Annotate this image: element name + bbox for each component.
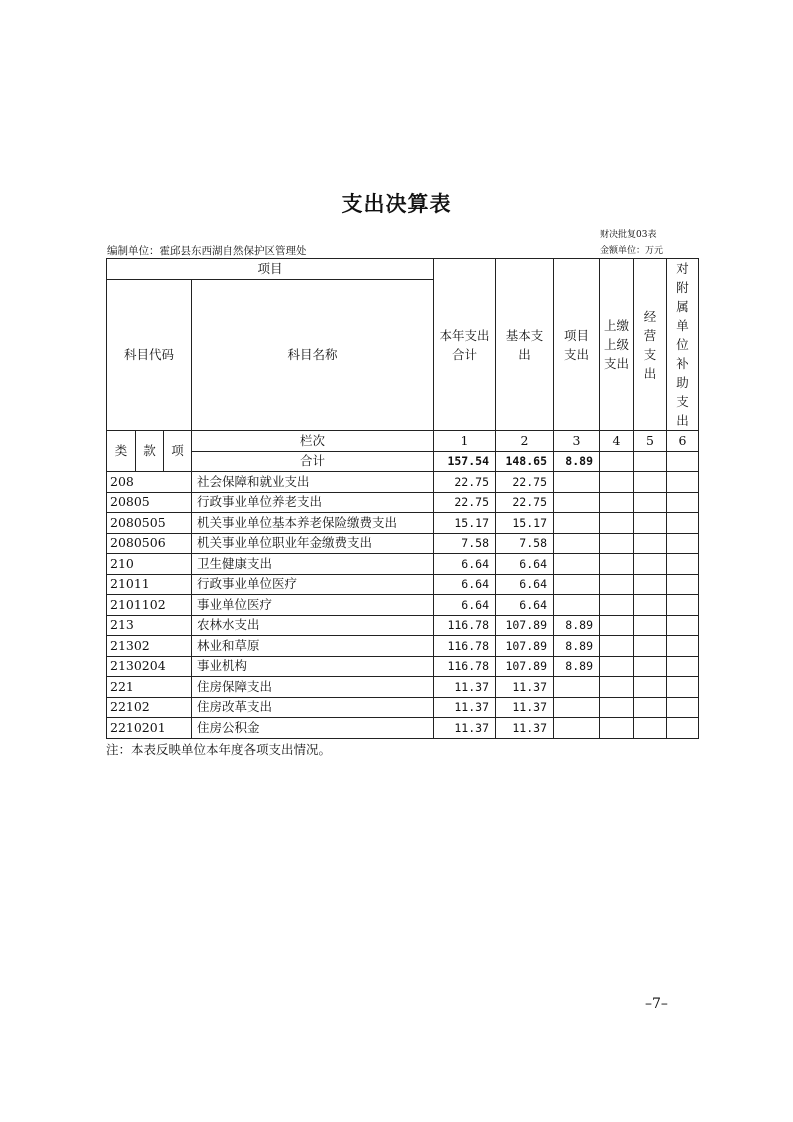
- row-basic: 107.89: [496, 615, 554, 636]
- row-operation: [634, 636, 667, 657]
- row-basic: 15.17: [496, 513, 554, 534]
- total-col2: 148.65: [496, 451, 554, 472]
- form-number: 财决批复03表: [600, 230, 657, 240]
- subject-name: 事业机构: [192, 656, 434, 677]
- row-subsidy: [667, 677, 699, 698]
- row-project: 8.89: [554, 636, 600, 657]
- row-project: [554, 718, 600, 739]
- header-row-project: [107, 259, 699, 280]
- col-upper-header: 上缴上级支出: [600, 259, 634, 431]
- row-total: 22.75: [434, 472, 496, 493]
- row-operation: [634, 574, 667, 595]
- subject-name: 社会保障和就业支出: [192, 472, 434, 493]
- row-operation: [634, 533, 667, 554]
- row-upper: [600, 595, 634, 616]
- col-total-header: 本年支出合计: [434, 259, 496, 431]
- row-total: 116.78: [434, 615, 496, 636]
- document-title: 支出决算表: [341, 191, 452, 216]
- row-upper: [600, 492, 634, 513]
- total-label: 合计: [192, 451, 434, 472]
- expenditure-table: [106, 258, 699, 739]
- row-operation: [634, 615, 667, 636]
- subject-code: 221: [107, 677, 192, 698]
- row-basic: 11.37: [496, 697, 554, 718]
- table-row: [107, 677, 699, 698]
- row-project: [554, 677, 600, 698]
- row-upper: [600, 533, 634, 554]
- col-number-4: 4: [600, 431, 634, 452]
- subject-code: 21011: [107, 574, 192, 595]
- row-operation: [634, 595, 667, 616]
- row-total: 116.78: [434, 636, 496, 657]
- row-total: 15.17: [434, 513, 496, 534]
- lei-header: 类: [107, 431, 136, 472]
- row-subsidy: [667, 472, 699, 493]
- row-subsidy: [667, 533, 699, 554]
- row-project: [554, 533, 600, 554]
- subject-name: 卫生健康支出: [192, 554, 434, 575]
- col-number-2: 2: [496, 431, 554, 452]
- row-project: 8.89: [554, 615, 600, 636]
- col-number-6: 6: [667, 431, 699, 452]
- row-subsidy: [667, 718, 699, 739]
- row-basic: 7.58: [496, 533, 554, 554]
- lanci-label: 栏次: [192, 431, 434, 452]
- row-total: 22.75: [434, 492, 496, 513]
- row-upper: [600, 513, 634, 534]
- name-header: 科目名称: [192, 279, 434, 430]
- subject-code: 2210201: [107, 718, 192, 739]
- row-subsidy: [667, 492, 699, 513]
- row-operation: [634, 718, 667, 739]
- table-row: [107, 656, 699, 677]
- row-basic: 6.64: [496, 595, 554, 616]
- row-upper: [600, 697, 634, 718]
- total-col4: [600, 451, 634, 472]
- row-total: 11.37: [434, 697, 496, 718]
- table-note: 注：本表反映单位本年度各项支出情况。: [106, 742, 332, 757]
- table-row: [107, 574, 699, 595]
- table-row: [107, 615, 699, 636]
- subject-code: 2130204: [107, 656, 192, 677]
- xiang-header: 项: [164, 431, 192, 472]
- table-row: [107, 533, 699, 554]
- subject-name: 机关事业单位基本养老保险缴费支出: [192, 513, 434, 534]
- row-basic: 11.37: [496, 677, 554, 698]
- subject-name: 住房公积金: [192, 718, 434, 739]
- code-header: 科目代码: [107, 279, 192, 430]
- subject-name: 行政事业单位医疗: [192, 574, 434, 595]
- row-subsidy: [667, 554, 699, 575]
- table-row: [107, 595, 699, 616]
- project-header: 项目: [107, 259, 434, 280]
- row-subsidy: [667, 513, 699, 534]
- kuan-header: 款: [136, 431, 164, 472]
- row-total: 6.64: [434, 554, 496, 575]
- row-subsidy: [667, 636, 699, 657]
- row-upper: [600, 718, 634, 739]
- row-upper: [600, 656, 634, 677]
- row-upper: [600, 554, 634, 575]
- col-number-5: 5: [634, 431, 667, 452]
- row-project: [554, 554, 600, 575]
- row-upper: [600, 615, 634, 636]
- amount-unit: 金额单位：万元: [600, 246, 664, 256]
- total-col6: [667, 451, 699, 472]
- col-subsidy-header: 对附属单位补助支出: [667, 259, 699, 431]
- subject-name: 住房改革支出: [192, 697, 434, 718]
- total-col5: [634, 451, 667, 472]
- col-basic-header: 基本支出: [496, 259, 554, 431]
- subject-name: 农林水支出: [192, 615, 434, 636]
- row-total: 11.37: [434, 718, 496, 739]
- row-total: 7.58: [434, 533, 496, 554]
- row-basic: 107.89: [496, 656, 554, 677]
- row-total: 6.64: [434, 574, 496, 595]
- total-row: [107, 451, 699, 472]
- table-row: [107, 513, 699, 534]
- row-upper: [600, 636, 634, 657]
- subject-code: 2101102: [107, 595, 192, 616]
- col-project-header: 项目支出: [554, 259, 600, 431]
- row-basic: 22.75: [496, 472, 554, 493]
- row-operation: [634, 492, 667, 513]
- col-number-3: 3: [554, 431, 600, 452]
- row-operation: [634, 554, 667, 575]
- row-upper: [600, 677, 634, 698]
- table-row: [107, 636, 699, 657]
- row-project: [554, 574, 600, 595]
- header-row-lanci: [107, 431, 699, 452]
- col-operation-header: 经营支出: [634, 259, 667, 431]
- row-project: [554, 492, 600, 513]
- row-basic: 11.37: [496, 718, 554, 739]
- row-operation: [634, 656, 667, 677]
- col-number-1: 1: [434, 431, 496, 452]
- subject-name: 林业和草原: [192, 636, 434, 657]
- row-basic: 6.64: [496, 554, 554, 575]
- row-project: [554, 697, 600, 718]
- total-col1: 157.54: [434, 451, 496, 472]
- table-row: [107, 718, 699, 739]
- row-total: 116.78: [434, 656, 496, 677]
- total-col3: 8.89: [554, 451, 600, 472]
- row-operation: [634, 472, 667, 493]
- row-operation: [634, 697, 667, 718]
- row-basic: 22.75: [496, 492, 554, 513]
- subject-code: 20805: [107, 492, 192, 513]
- row-project: [554, 595, 600, 616]
- row-operation: [634, 677, 667, 698]
- row-upper: [600, 472, 634, 493]
- subject-name: 机关事业单位职业年金缴费支出: [192, 533, 434, 554]
- row-project: [554, 472, 600, 493]
- row-basic: 107.89: [496, 636, 554, 657]
- row-subsidy: [667, 656, 699, 677]
- subject-code: 2080506: [107, 533, 192, 554]
- row-project: [554, 513, 600, 534]
- subject-name: 行政事业单位养老支出: [192, 492, 434, 513]
- subject-code: 210: [107, 554, 192, 575]
- table-row: [107, 554, 699, 575]
- reporting-unit: 编制单位：霍邱县东西湖自然保护区管理处: [107, 245, 307, 257]
- table-row: [107, 697, 699, 718]
- subject-name: 住房保障支出: [192, 677, 434, 698]
- row-subsidy: [667, 697, 699, 718]
- subject-code: 213: [107, 615, 192, 636]
- row-project: 8.89: [554, 656, 600, 677]
- page-number: –7–: [645, 996, 668, 1012]
- row-total: 11.37: [434, 677, 496, 698]
- subject-name: 事业单位医疗: [192, 595, 434, 616]
- row-subsidy: [667, 615, 699, 636]
- subject-code: 21302: [107, 636, 192, 657]
- row-basic: 6.64: [496, 574, 554, 595]
- row-subsidy: [667, 574, 699, 595]
- row-operation: [634, 513, 667, 534]
- row-upper: [600, 574, 634, 595]
- subject-code: 208: [107, 472, 192, 493]
- subject-code: 22102: [107, 697, 192, 718]
- subject-code: 2080505: [107, 513, 192, 534]
- table-row: [107, 492, 699, 513]
- row-total: 6.64: [434, 595, 496, 616]
- row-subsidy: [667, 595, 699, 616]
- table-row: [107, 472, 699, 493]
